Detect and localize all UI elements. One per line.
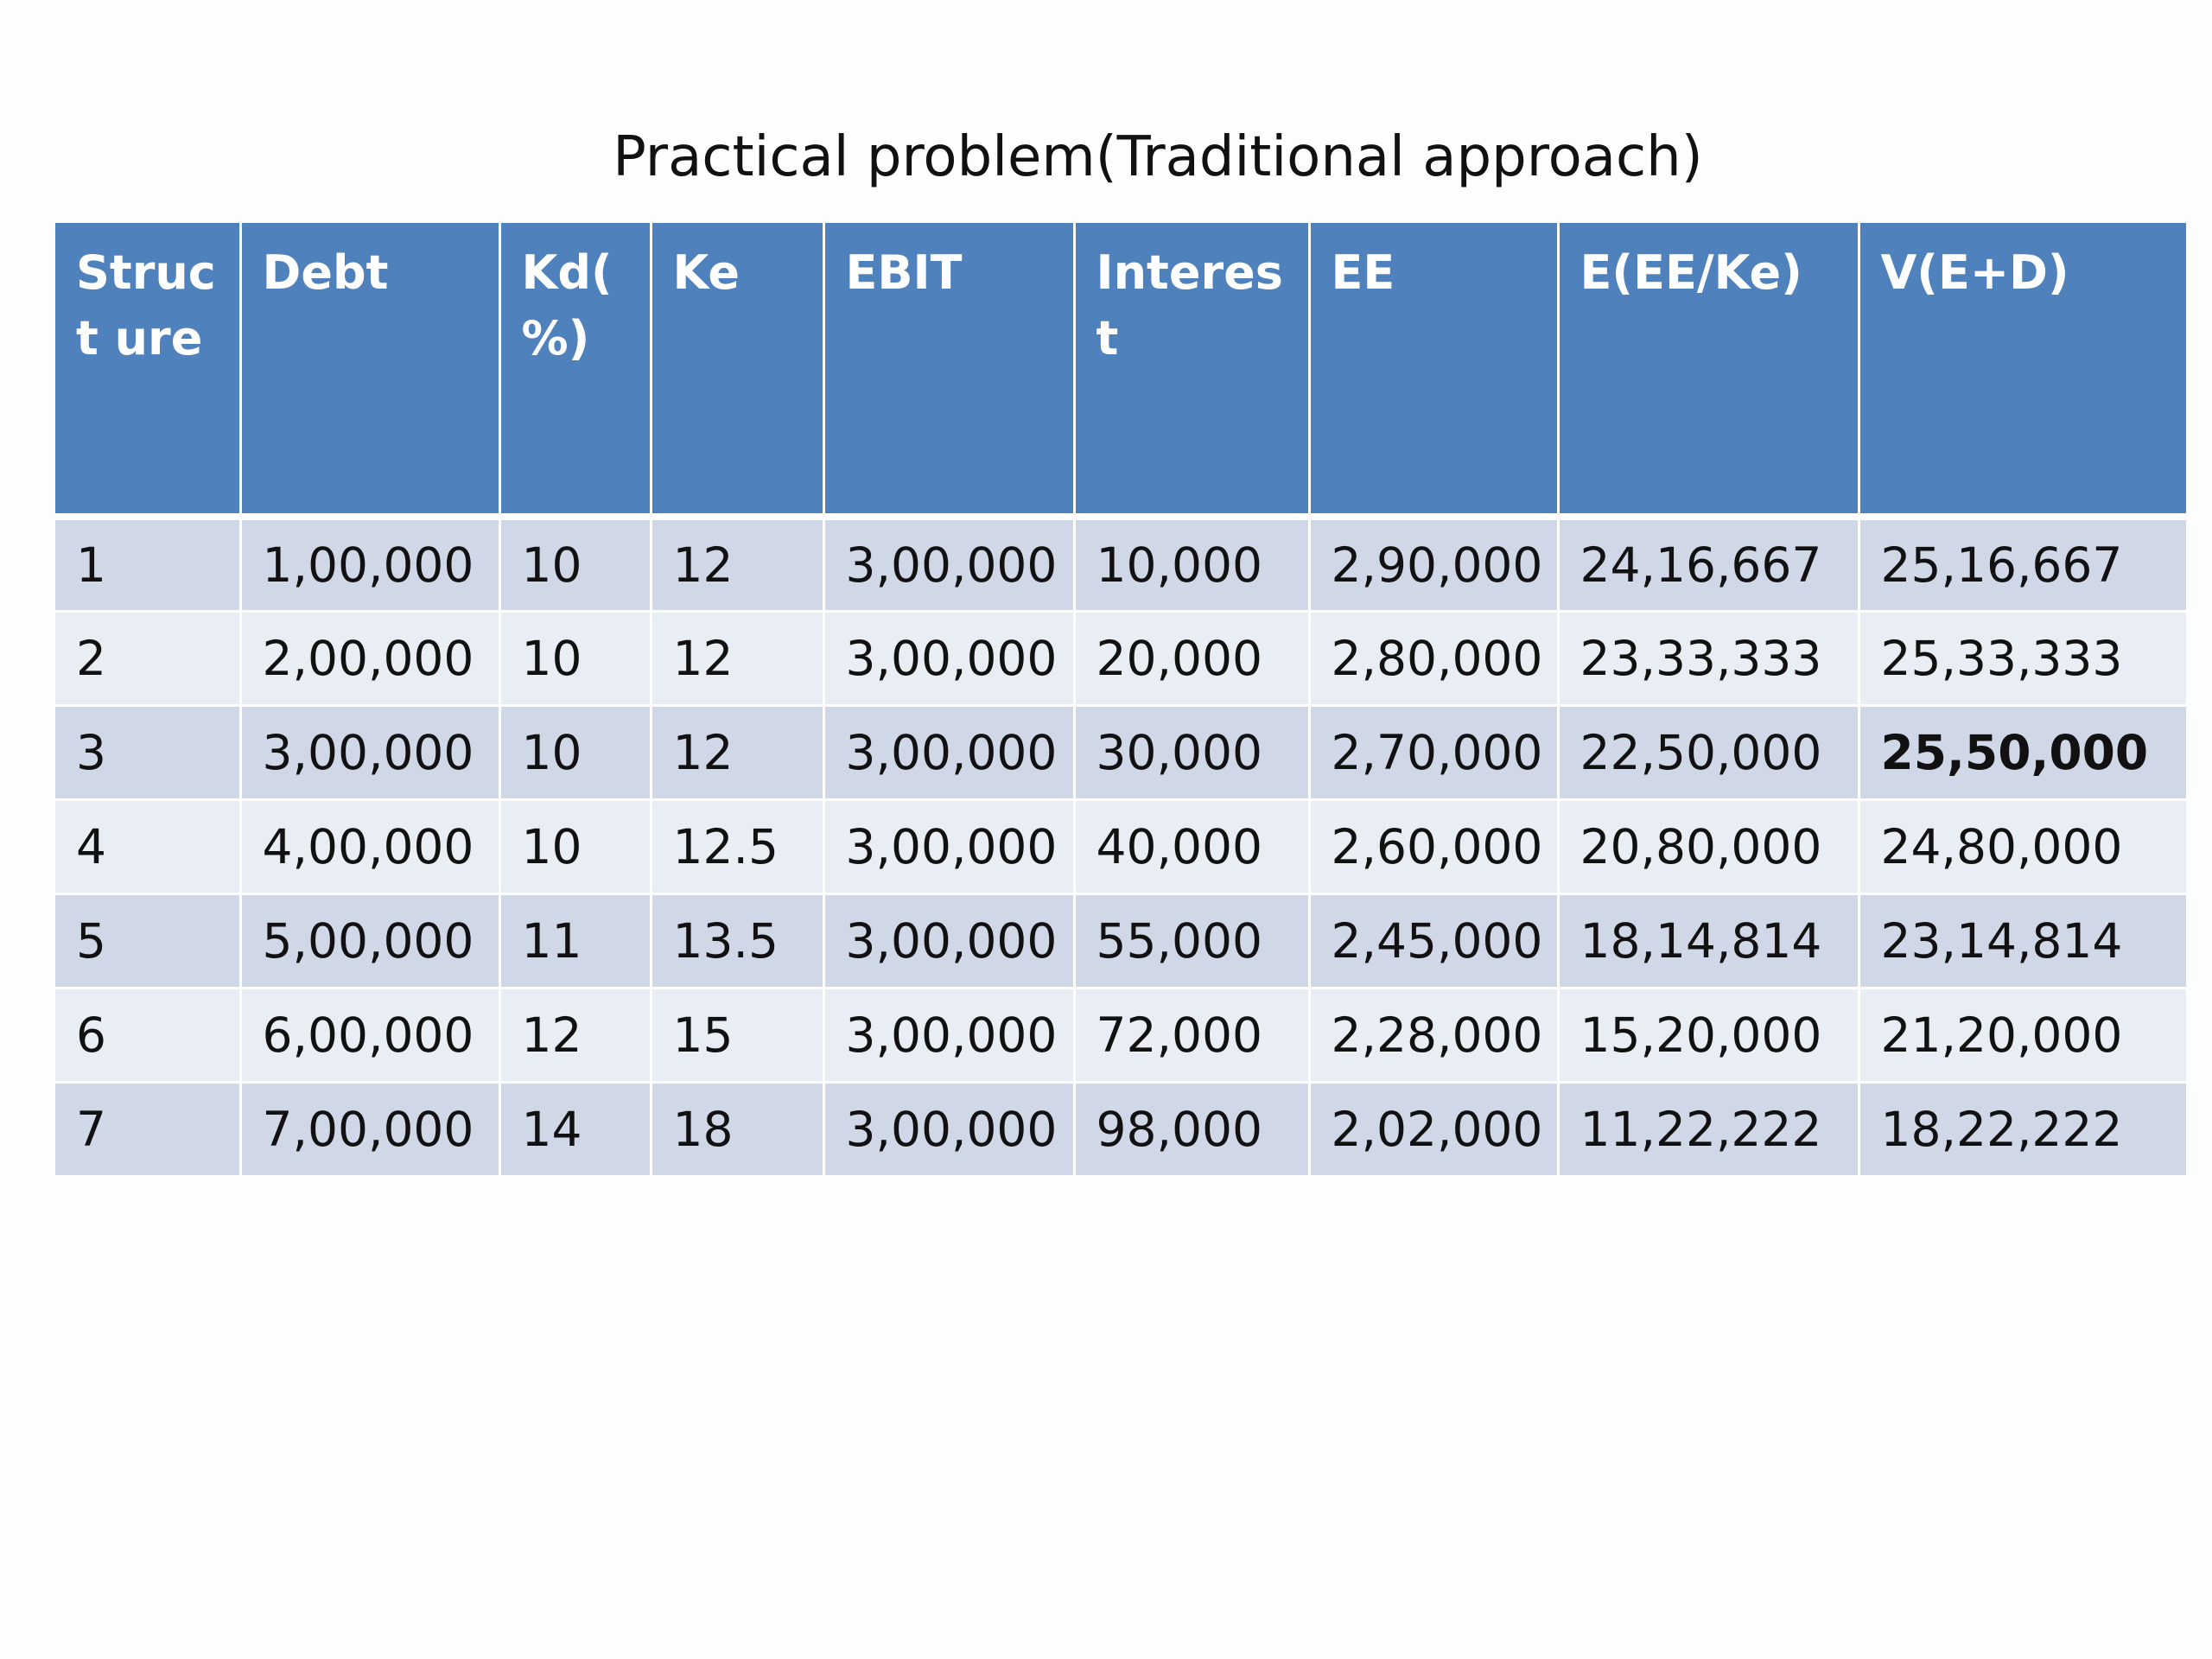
cell-equity-value: 23,33,333 [1558,611,1859,705]
cell-ke: 12 [651,705,823,799]
cell-firm-value: 25,50,000 [1859,705,2186,799]
cell-firm-value: 24,80,000 [1859,799,2186,893]
table-row [55,705,2186,799]
cell-ke: 12 [651,611,823,705]
cell-ebit: 3,00,000 [823,517,1074,611]
header-ke: Ke [651,223,823,517]
cell-structure: 1 [55,517,240,611]
cell-ee: 2,70,000 [1309,705,1558,799]
cell-firm-value: 23,14,814 [1859,893,2186,988]
table-body [55,517,2186,1176]
cell-firm-value: 21,20,000 [1859,988,2186,1082]
cell-ee: 2,45,000 [1309,893,1558,988]
table-row [55,1082,2186,1176]
cell-firm-value: 18,22,222 [1859,1082,2186,1176]
cell-structure: 7 [55,1082,240,1176]
cell-ke: 15 [651,988,823,1082]
cell-structure: 3 [55,705,240,799]
slide-title: Practical problem(Traditional approach) [613,125,1703,189]
table-row [55,893,2186,988]
cell-ee: 2,60,000 [1309,799,1558,893]
cell-ee: 2,80,000 [1309,611,1558,705]
cell-firm-value: 25,33,333 [1859,611,2186,705]
table-row [55,799,2186,893]
cell-debt: 2,00,000 [240,611,499,705]
cell-kd: 10 [499,517,651,611]
capital-structure-table [55,223,2186,1178]
header-structure: Struct ure [55,223,240,517]
header-ebit: EBIT [823,223,1074,517]
cell-ke: 13.5 [651,893,823,988]
cell-kd: 10 [499,799,651,893]
header-interest: Interest [1074,223,1309,517]
cell-structure: 6 [55,988,240,1082]
cell-ee: 2,02,000 [1309,1082,1558,1176]
header-ee: EE [1309,223,1558,517]
cell-equity-value: 15,20,000 [1558,988,1859,1082]
header-equity-value: E(EE/Ke) [1558,223,1859,517]
cell-kd: 10 [499,705,651,799]
cell-ke: 12 [651,517,823,611]
table-row [55,517,2186,611]
cell-ebit: 3,00,000 [823,988,1074,1082]
cell-debt: 7,00,000 [240,1082,499,1176]
cell-ebit: 3,00,000 [823,1082,1074,1176]
cell-firm-value: 25,16,667 [1859,517,2186,611]
table-header-row [55,223,2186,517]
cell-interest: 72,000 [1074,988,1309,1082]
cell-ee: 2,90,000 [1309,517,1558,611]
cell-structure: 5 [55,893,240,988]
cell-interest: 30,000 [1074,705,1309,799]
cell-ke: 18 [651,1082,823,1176]
cell-structure: 4 [55,799,240,893]
cell-kd: 11 [499,893,651,988]
header-kd: Kd( %) [499,223,651,517]
cell-equity-value: 24,16,667 [1558,517,1859,611]
cell-debt: 6,00,000 [240,988,499,1082]
cell-debt: 1,00,000 [240,517,499,611]
cell-kd: 12 [499,988,651,1082]
cell-debt: 5,00,000 [240,893,499,988]
cell-structure: 2 [55,611,240,705]
cell-interest: 10,000 [1074,517,1309,611]
cell-equity-value: 18,14,814 [1558,893,1859,988]
header-firm-value: V(E+D) [1859,223,2186,517]
cell-kd: 10 [499,611,651,705]
cell-kd: 14 [499,1082,651,1176]
table-row [55,988,2186,1082]
cell-equity-value: 20,80,000 [1558,799,1859,893]
cell-ebit: 3,00,000 [823,611,1074,705]
header-debt: Debt [240,223,499,517]
cell-interest: 98,000 [1074,1082,1309,1176]
cell-debt: 3,00,000 [240,705,499,799]
cell-ebit: 3,00,000 [823,893,1074,988]
cell-equity-value: 11,22,222 [1558,1082,1859,1176]
cell-debt: 4,00,000 [240,799,499,893]
cell-interest: 55,000 [1074,893,1309,988]
cell-ebit: 3,00,000 [823,799,1074,893]
cell-ee: 2,28,000 [1309,988,1558,1082]
cell-interest: 40,000 [1074,799,1309,893]
table-row [55,611,2186,705]
cell-interest: 20,000 [1074,611,1309,705]
cell-ke: 12.5 [651,799,823,893]
cell-ebit: 3,00,000 [823,705,1074,799]
cell-equity-value: 22,50,000 [1558,705,1859,799]
